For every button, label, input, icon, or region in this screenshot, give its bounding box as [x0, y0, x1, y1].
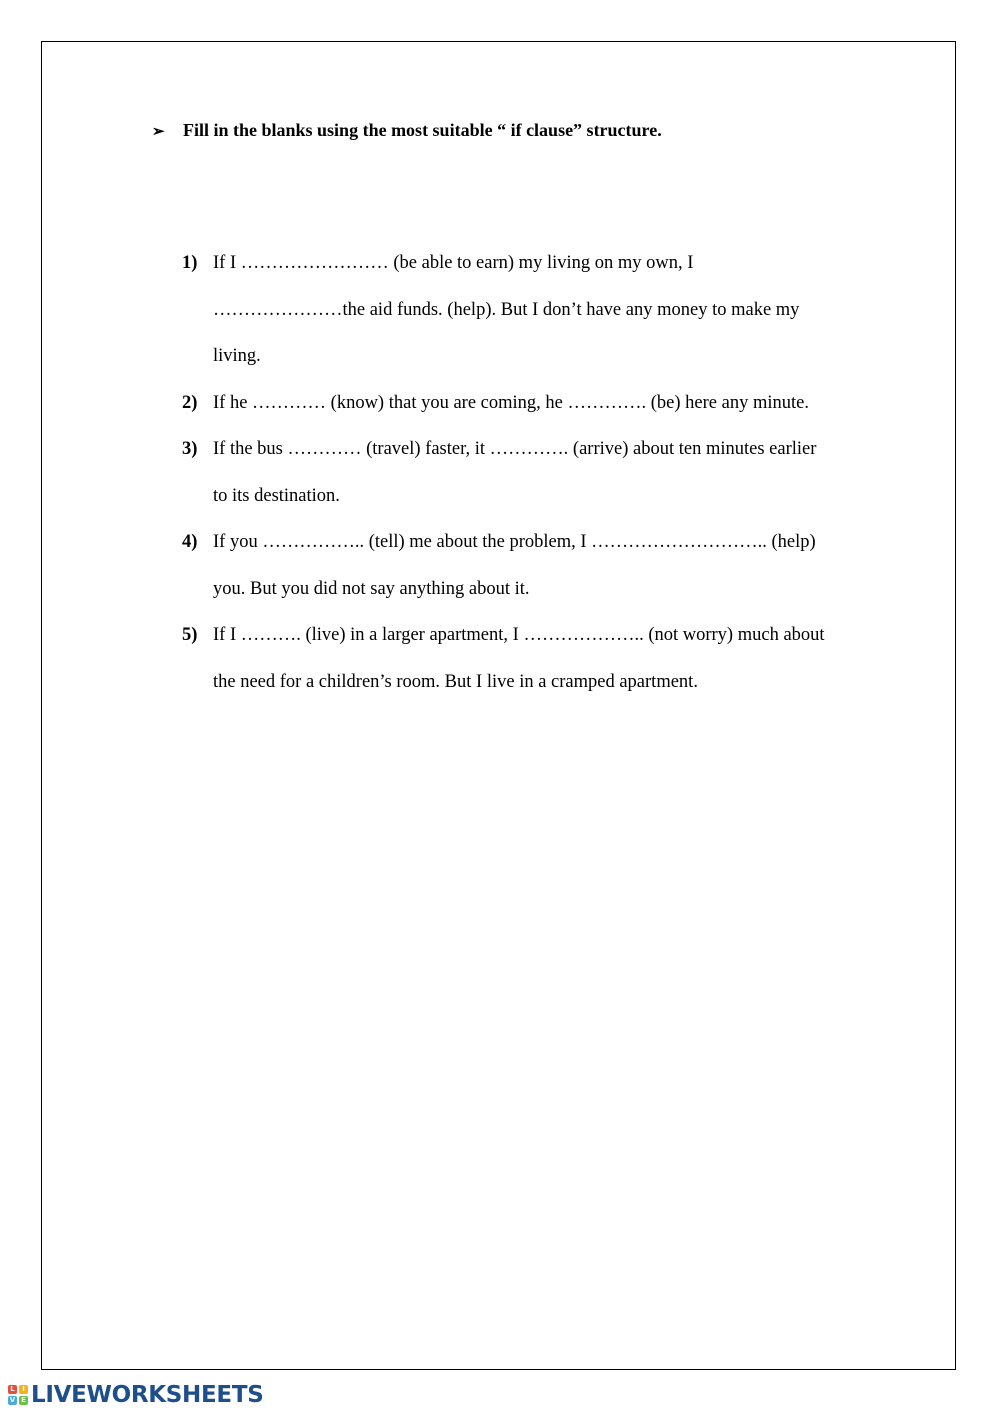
instruction-heading [152, 118, 662, 144]
question-number: 2) [182, 392, 198, 413]
logo-mark-icon [8, 1385, 28, 1405]
question-item-3 [182, 426, 902, 519]
question-item-4 [182, 519, 902, 612]
brand-name: LIVEWORKSHEETS [31, 1382, 264, 1408]
question-line: If I ………. (live) in a larger apartment, I ……………….. (not worry) much about [213, 625, 825, 645]
logo-tile: V [9, 1396, 16, 1404]
question-line: the need for a children’s room. But I live in a cramped apartment. [213, 671, 698, 692]
arrow-bullet-icon: ➢ [152, 124, 165, 140]
liveworksheets-logo[interactable] [8, 1380, 263, 1410]
question-number: 5) [182, 625, 198, 645]
logo-tile: E [19, 1396, 28, 1405]
question-number: 1) [182, 253, 198, 273]
question-line: …………………the aid funds. (help). But I don’t have any money to make my [213, 299, 800, 320]
question-line: If I …………………… (be able to earn) my living on my own, I [213, 253, 694, 273]
question-item-5 [182, 612, 902, 705]
logo-tile: L [8, 1385, 17, 1394]
question-line: to its destination. [213, 485, 340, 506]
question-item-2 [182, 380, 902, 427]
question-number: 4) [182, 532, 198, 552]
question-item-1 [182, 240, 902, 380]
question-line: living. [213, 346, 261, 366]
logo-tile: I [19, 1385, 28, 1394]
question-line: If he ………… (know) that you are coming, he …………. (be) here any minute. [213, 392, 809, 413]
question-number: 3) [182, 439, 198, 459]
question-line: you. But you did not say anything about it. [213, 578, 530, 599]
question-line: If you …………….. (tell) me about the problem, I ……………………….. (help) [213, 532, 816, 552]
instruction-text: Fill in the blanks using the most suitable “ if clause” structure. [183, 120, 662, 140]
question-list [182, 240, 902, 705]
question-line: If the bus ………… (travel) faster, it …………. (arrive) about ten minutes earlier [213, 439, 817, 459]
